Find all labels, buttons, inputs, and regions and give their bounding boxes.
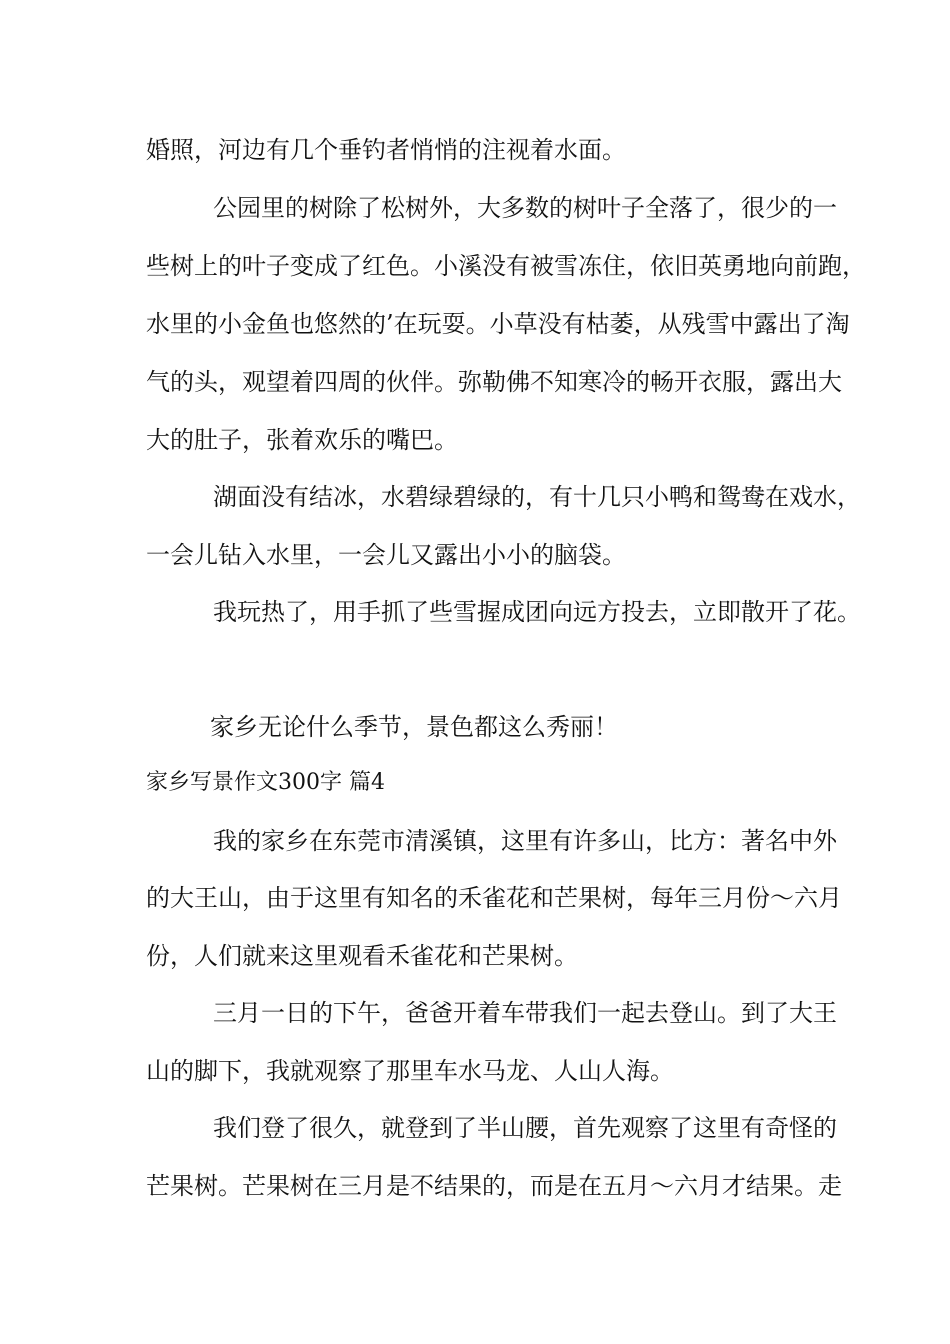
text-line: 芒果树。芒果树在三月是不结果的，而是在五月～六月才结果。走 [146,1172,842,1200]
text-line: 婚照，河边有几个垂钓者悄悄的注视着水面。 [146,136,626,164]
text-line: 我们登了很久，就登到了半山腰，首先观察了这里有奇怪的 [213,1114,837,1142]
text-line: 我的家乡在东莞市清溪镇，这里有许多山，比方：著名中外 [213,827,837,855]
text-line: 湖面没有结冰，水碧绿碧绿的，有十几只小鸭和鸳鸯在戏水， [213,483,861,511]
text-line: 一会儿钻入水里，一会儿又露出小小的脑袋。 [146,541,626,569]
text-line: 大的肚子，张着欢乐的嘴巴。 [146,426,458,454]
text-line: 份，人们就来这里观看禾雀花和芒果树。 [146,942,578,970]
text-line: 我玩热了，用手抓了些雪握成团向远方投去，立即散开了花。 [213,598,861,626]
text-line: 公园里的树除了松树外，大多数的树叶子全落了，很少的一 [213,194,837,222]
text-line: 家乡无论什么季节，景色都这么秀丽！ [210,713,618,741]
text-line: 水里的小金鱼也悠然的’在玩耍。小草没有枯萎，从残雪中露出了淘 [146,310,850,338]
text-line: 些树上的叶子变成了红色。小溪没有被雪冻住，依旧英勇地向前跑， [146,252,866,280]
section-heading: 家乡写景作文300字 篇4 [146,770,385,795]
text-line: 的大王山，由于这里有知名的禾雀花和芒果树，每年三月份～六月 [146,884,842,912]
text-line: 三月一日的下午，爸爸开着车带我们一起去登山。到了大王 [213,999,837,1027]
text-line: 气的头，观望着四周的伙伴。弥勒佛不知寒冷的畅开衣服，露出大 [146,368,842,396]
text-line: 山的脚下，我就观察了那里车水马龙、人山人海。 [146,1057,674,1085]
